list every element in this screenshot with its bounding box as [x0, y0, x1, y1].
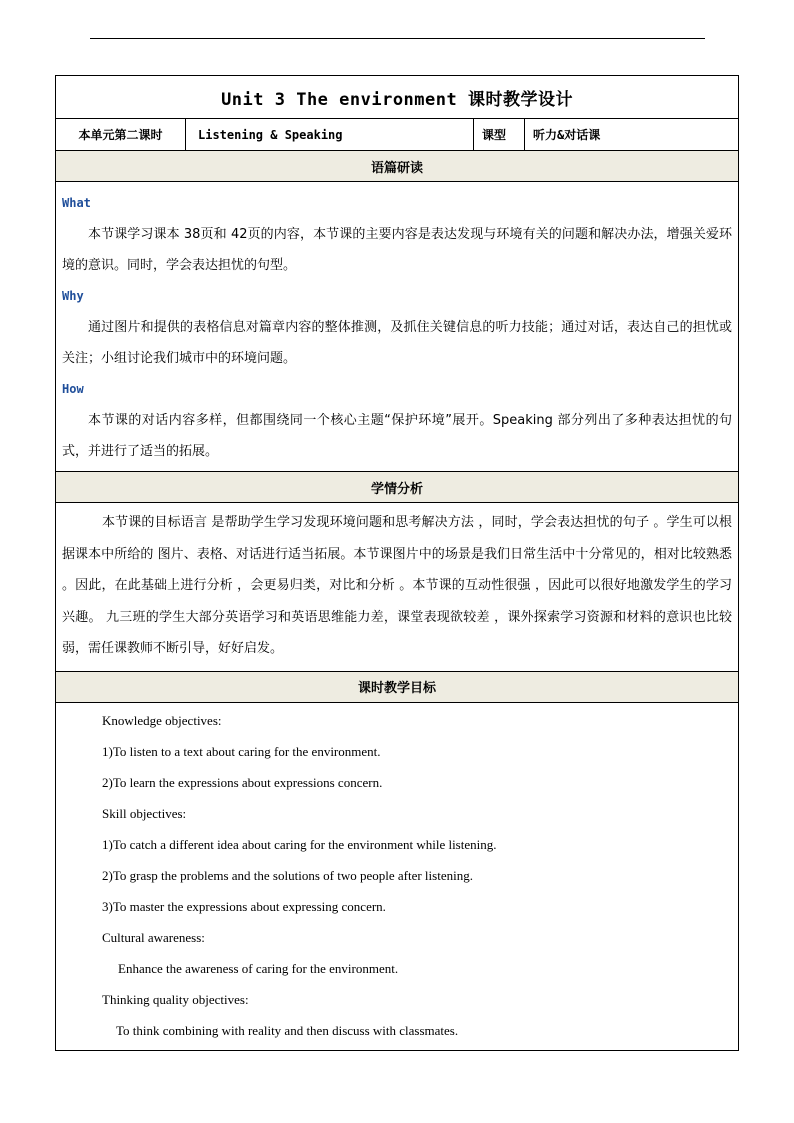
knowledge-label: Knowledge objectives:	[102, 712, 222, 728]
thinking-label: Thinking quality objectives:	[102, 991, 249, 1007]
document-title: Unit 3 The environment 课时教学设计	[56, 76, 739, 119]
what-label: What	[62, 196, 91, 210]
how-label: How	[62, 382, 84, 396]
how-text: 本节课的对话内容多样，但都围绕同一个核心主题“保护环境”展开。Speaking 部分列出了多种表达担忧的句式，并进行了适当的拓展。	[62, 413, 733, 459]
student-analysis-text: 本节课的目标语言 是帮助学生学习发现环境问题和思考解决方法 ，同时，学会表达担忧的句子 。学生可以根据课本中所给的 图片、表格、对话进行适当拓展。本节课图片中的场景是我们日常生活中十分常见的，相对比较熟悉 。因此，在此基础上进行分析 ，会更易归类，对比和分析 。本节课的互动性很强 ，因此可以很好地激发学生的学习兴趣。 九三班的学生大部分英语学习和英语思维能力差，课堂表现欲较差 ，课外探索学习资源和材料的意识也比较弱，需任课教师不断引导，好好启发。	[62, 515, 733, 656]
knowledge-item: 1)To listen to a text about caring for the environment.	[102, 743, 381, 759]
lesson-type-value: 听力&对话课	[525, 119, 739, 151]
text-study-body	[56, 182, 739, 472]
header-rule	[90, 38, 705, 39]
info-row	[56, 119, 739, 151]
objectives-body	[56, 702, 739, 1050]
objectives-heading: 课时教学目标	[56, 671, 739, 702]
skill-item: 1)To catch a different idea about caring for the environment while listening.	[102, 836, 497, 852]
knowledge-item: 2)To learn the expressions about expressions concern.	[102, 774, 383, 790]
why-text: 通过图片和提供的表格信息对篇章内容的整体推测，及抓住关键信息的听力技能；通过对话，表达自己的担忧或关注；小组讨论我们城市中的环境问题。	[62, 320, 733, 366]
what-text: 本节课学习课本 38页和 42页的内容，本节课的主要内容是表达发现与环境有关的问题和解决办法，增强关爱环境的意识。同时，学会表达担忧的句型。	[62, 227, 733, 273]
lesson-type-label: 课型	[474, 119, 525, 151]
student-analysis-heading: 学情分析	[56, 472, 739, 503]
cultural-label: Cultural awareness:	[102, 929, 205, 945]
student-analysis-body	[56, 503, 739, 672]
cultural-item: Enhance the awareness of caring for the environment.	[118, 960, 399, 976]
thinking-item: To think combining with reality and then discuss with classmates.	[116, 1022, 459, 1038]
text-study-heading: 语篇研读	[56, 151, 739, 182]
skill-label: Skill objectives:	[102, 805, 187, 821]
why-label: Why	[62, 289, 84, 303]
lesson-plan-table	[55, 75, 739, 1051]
lesson-topic: Listening & Speaking	[186, 119, 474, 151]
skill-item: 3)To master the expressions about expressing concern.	[102, 898, 386, 914]
skill-item: 2)To grasp the problems and the solutions of two people after listening.	[102, 867, 473, 883]
lesson-number: 本单元第二课时	[56, 119, 186, 151]
